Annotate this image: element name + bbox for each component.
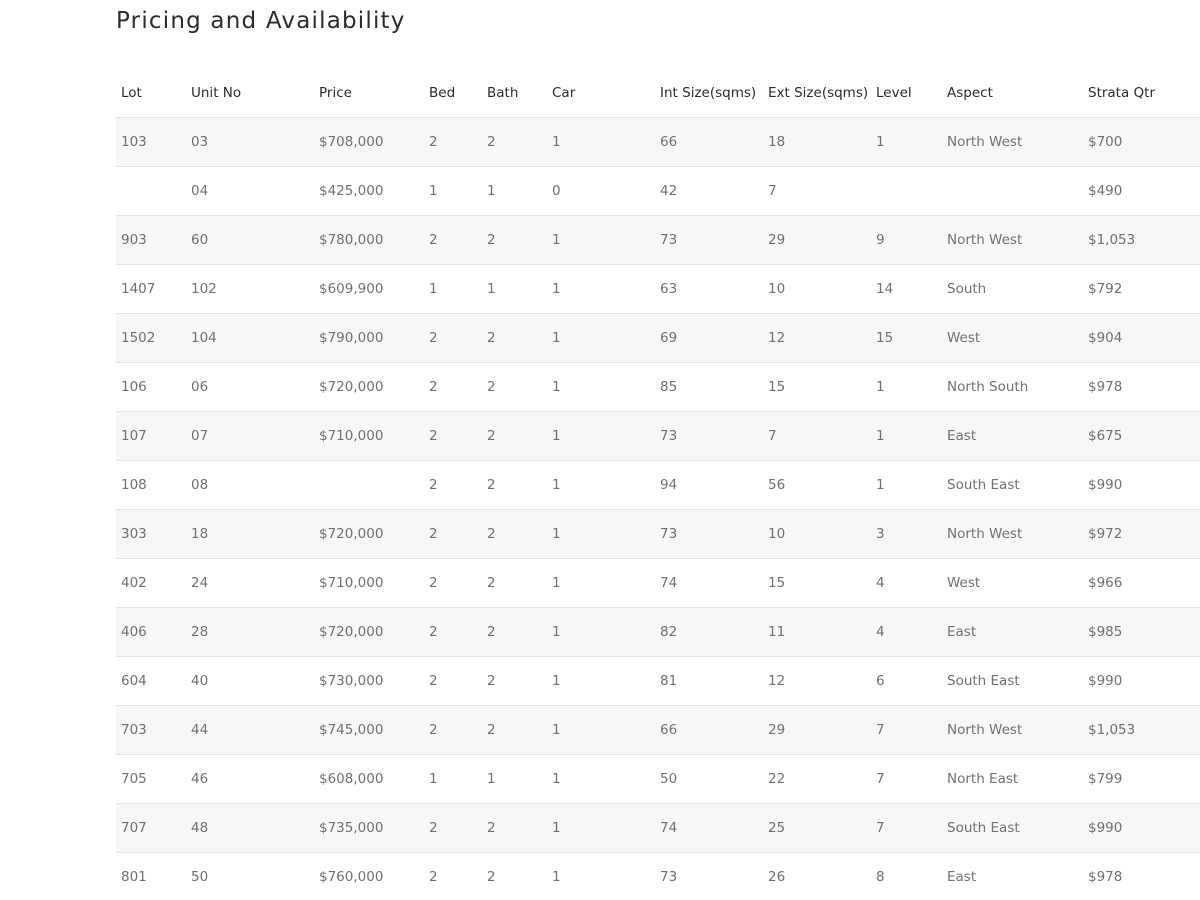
cell-int-size: 74	[655, 804, 763, 853]
cell-car: 1	[547, 412, 655, 461]
cell-strata-qtr: $985	[1083, 608, 1200, 657]
cell-lot: 402	[116, 559, 186, 608]
cell-bed: 2	[424, 461, 482, 510]
cell-ext-size: 11	[763, 608, 871, 657]
cell-bath: 2	[482, 608, 547, 657]
cell-strata-qtr: $990	[1083, 461, 1200, 510]
cell-unit-no: 08	[186, 461, 314, 510]
cell-bath: 2	[482, 412, 547, 461]
cell-aspect: West	[942, 559, 1083, 608]
cell-int-size: 94	[655, 461, 763, 510]
cell-ext-size: 10	[763, 265, 871, 314]
cell-bath: 2	[482, 363, 547, 412]
table-body	[116, 118, 1200, 900]
cell-bath: 2	[482, 853, 547, 900]
column-header-int-size: Int Size(sqms)	[655, 65, 763, 118]
cell-level: 7	[871, 804, 942, 853]
cell-level: 14	[871, 265, 942, 314]
cell-unit-no: 50	[186, 853, 314, 900]
cell-unit-no: 46	[186, 755, 314, 804]
cell-bed: 2	[424, 412, 482, 461]
cell-int-size: 81	[655, 657, 763, 706]
cell-bath: 2	[482, 510, 547, 559]
cell-ext-size: 22	[763, 755, 871, 804]
cell-unit-no: 28	[186, 608, 314, 657]
cell-level: 7	[871, 755, 942, 804]
cell-strata-qtr: $675	[1083, 412, 1200, 461]
cell-unit-no: 60	[186, 216, 314, 265]
cell-bed: 2	[424, 657, 482, 706]
cell-int-size: 73	[655, 412, 763, 461]
cell-bed: 2	[424, 706, 482, 755]
cell-strata-qtr: $990	[1083, 657, 1200, 706]
cell-bed: 2	[424, 216, 482, 265]
cell-car: 1	[547, 118, 655, 167]
cell-bath: 1	[482, 167, 547, 216]
table-row	[116, 314, 1200, 363]
table-row	[116, 657, 1200, 706]
cell-strata-qtr: $972	[1083, 510, 1200, 559]
cell-price: $790,000	[314, 314, 424, 363]
cell-int-size: 63	[655, 265, 763, 314]
table-row	[116, 559, 1200, 608]
cell-lot: 1407	[116, 265, 186, 314]
cell-level: 6	[871, 657, 942, 706]
cell-int-size: 74	[655, 559, 763, 608]
cell-car: 1	[547, 804, 655, 853]
column-header-price: Price	[314, 65, 424, 118]
column-header-unit-no: Unit No	[186, 65, 314, 118]
cell-lot: 107	[116, 412, 186, 461]
cell-car: 1	[547, 608, 655, 657]
column-header-car: Car	[547, 65, 655, 118]
cell-bed: 2	[424, 853, 482, 900]
cell-unit-no: 03	[186, 118, 314, 167]
cell-price: $780,000	[314, 216, 424, 265]
cell-lot: 108	[116, 461, 186, 510]
cell-strata-qtr: $978	[1083, 363, 1200, 412]
cell-ext-size: 29	[763, 216, 871, 265]
cell-price: $425,000	[314, 167, 424, 216]
cell-int-size: 42	[655, 167, 763, 216]
cell-ext-size: 29	[763, 706, 871, 755]
cell-level: 4	[871, 608, 942, 657]
cell-aspect: East	[942, 412, 1083, 461]
cell-aspect: North West	[942, 510, 1083, 559]
cell-aspect: South	[942, 265, 1083, 314]
table-row	[116, 216, 1200, 265]
pricing-table	[116, 65, 1200, 900]
cell-strata-qtr: $978	[1083, 853, 1200, 900]
cell-unit-no: 102	[186, 265, 314, 314]
cell-strata-qtr: $1,053	[1083, 706, 1200, 755]
table-row	[116, 265, 1200, 314]
cell-car: 0	[547, 167, 655, 216]
cell-ext-size: 15	[763, 559, 871, 608]
cell-lot	[116, 167, 186, 216]
cell-car: 1	[547, 755, 655, 804]
cell-unit-no: 24	[186, 559, 314, 608]
cell-unit-no: 40	[186, 657, 314, 706]
cell-unit-no: 48	[186, 804, 314, 853]
cell-lot: 705	[116, 755, 186, 804]
cell-level: 8	[871, 853, 942, 900]
cell-price: $735,000	[314, 804, 424, 853]
cell-car: 1	[547, 363, 655, 412]
cell-car: 1	[547, 853, 655, 900]
cell-lot: 604	[116, 657, 186, 706]
cell-int-size: 66	[655, 118, 763, 167]
cell-strata-qtr: $990	[1083, 804, 1200, 853]
cell-ext-size: 12	[763, 657, 871, 706]
cell-bed: 2	[424, 608, 482, 657]
cell-lot: 303	[116, 510, 186, 559]
table-row	[116, 118, 1200, 167]
cell-lot: 406	[116, 608, 186, 657]
cell-strata-qtr: $966	[1083, 559, 1200, 608]
cell-strata-qtr: $904	[1083, 314, 1200, 363]
cell-aspect: South East	[942, 657, 1083, 706]
cell-aspect: West	[942, 314, 1083, 363]
cell-price: $608,000	[314, 755, 424, 804]
cell-car: 1	[547, 314, 655, 363]
cell-bath: 2	[482, 657, 547, 706]
cell-bed: 2	[424, 314, 482, 363]
table-row	[116, 608, 1200, 657]
cell-price: $710,000	[314, 412, 424, 461]
cell-lot: 103	[116, 118, 186, 167]
column-header-strata-qtr: Strata Qtr	[1083, 65, 1200, 118]
cell-car: 1	[547, 461, 655, 510]
cell-lot: 707	[116, 804, 186, 853]
cell-int-size: 73	[655, 216, 763, 265]
cell-ext-size: 7	[763, 412, 871, 461]
cell-level: 1	[871, 118, 942, 167]
cell-aspect: North West	[942, 118, 1083, 167]
cell-ext-size: 12	[763, 314, 871, 363]
cell-bath: 2	[482, 559, 547, 608]
column-header-lot: Lot	[116, 65, 186, 118]
cell-price: $745,000	[314, 706, 424, 755]
cell-aspect: East	[942, 853, 1083, 900]
table-row	[116, 804, 1200, 853]
cell-price: $720,000	[314, 608, 424, 657]
cell-bed: 1	[424, 167, 482, 216]
cell-aspect: North South	[942, 363, 1083, 412]
cell-bath: 2	[482, 118, 547, 167]
column-header-bed: Bed	[424, 65, 482, 118]
cell-int-size: 50	[655, 755, 763, 804]
cell-level: 15	[871, 314, 942, 363]
cell-bath: 1	[482, 755, 547, 804]
cell-lot: 703	[116, 706, 186, 755]
cell-bath: 1	[482, 265, 547, 314]
cell-level: 4	[871, 559, 942, 608]
cell-aspect: East	[942, 608, 1083, 657]
cell-aspect: North East	[942, 755, 1083, 804]
cell-unit-no: 18	[186, 510, 314, 559]
cell-price: $609,900	[314, 265, 424, 314]
table-header	[116, 65, 1200, 118]
cell-price: $760,000	[314, 853, 424, 900]
table-row	[116, 461, 1200, 510]
column-header-ext-size: Ext Size(sqms)	[763, 65, 871, 118]
cell-strata-qtr: $799	[1083, 755, 1200, 804]
cell-level: 7	[871, 706, 942, 755]
cell-car: 1	[547, 706, 655, 755]
column-header-aspect: Aspect	[942, 65, 1083, 118]
cell-price: $708,000	[314, 118, 424, 167]
cell-price: $720,000	[314, 363, 424, 412]
cell-price: $720,000	[314, 510, 424, 559]
cell-unit-no: 07	[186, 412, 314, 461]
cell-ext-size: 18	[763, 118, 871, 167]
cell-int-size: 85	[655, 363, 763, 412]
cell-car: 1	[547, 559, 655, 608]
cell-ext-size: 56	[763, 461, 871, 510]
cell-level: 3	[871, 510, 942, 559]
cell-aspect: South East	[942, 804, 1083, 853]
table-row	[116, 363, 1200, 412]
cell-ext-size: 25	[763, 804, 871, 853]
cell-unit-no: 104	[186, 314, 314, 363]
cell-price: $730,000	[314, 657, 424, 706]
cell-bath: 2	[482, 461, 547, 510]
table-row	[116, 167, 1200, 216]
cell-car: 1	[547, 265, 655, 314]
cell-ext-size: 7	[763, 167, 871, 216]
cell-int-size: 69	[655, 314, 763, 363]
cell-bed: 2	[424, 510, 482, 559]
cell-bed: 1	[424, 265, 482, 314]
cell-aspect: North West	[942, 216, 1083, 265]
cell-bath: 2	[482, 706, 547, 755]
cell-int-size: 82	[655, 608, 763, 657]
cell-int-size: 73	[655, 853, 763, 900]
cell-strata-qtr: $700	[1083, 118, 1200, 167]
table-row	[116, 510, 1200, 559]
cell-level	[871, 167, 942, 216]
cell-int-size: 73	[655, 510, 763, 559]
cell-level: 9	[871, 216, 942, 265]
cell-ext-size: 26	[763, 853, 871, 900]
cell-aspect: South East	[942, 461, 1083, 510]
column-header-level: Level	[871, 65, 942, 118]
cell-lot: 903	[116, 216, 186, 265]
cell-strata-qtr: $490	[1083, 167, 1200, 216]
cell-ext-size: 15	[763, 363, 871, 412]
cell-unit-no: 04	[186, 167, 314, 216]
cell-level: 1	[871, 461, 942, 510]
page-title: Pricing and Availability	[116, 8, 406, 34]
cell-ext-size: 10	[763, 510, 871, 559]
table-row	[116, 706, 1200, 755]
cell-unit-no: 44	[186, 706, 314, 755]
table-row	[116, 755, 1200, 804]
table-row	[116, 412, 1200, 461]
cell-strata-qtr: $792	[1083, 265, 1200, 314]
cell-bed: 1	[424, 755, 482, 804]
cell-level: 1	[871, 412, 942, 461]
cell-level: 1	[871, 363, 942, 412]
cell-lot: 106	[116, 363, 186, 412]
cell-car: 1	[547, 657, 655, 706]
cell-car: 1	[547, 216, 655, 265]
header-row	[116, 65, 1200, 118]
cell-int-size: 66	[655, 706, 763, 755]
cell-strata-qtr: $1,053	[1083, 216, 1200, 265]
cell-bath: 2	[482, 216, 547, 265]
cell-bed: 2	[424, 363, 482, 412]
cell-price	[314, 461, 424, 510]
table-row	[116, 853, 1200, 900]
cell-bed: 2	[424, 559, 482, 608]
cell-aspect	[942, 167, 1083, 216]
cell-lot: 1502	[116, 314, 186, 363]
cell-bed: 2	[424, 118, 482, 167]
cell-bath: 2	[482, 804, 547, 853]
cell-lot: 801	[116, 853, 186, 900]
column-header-bath: Bath	[482, 65, 547, 118]
cell-aspect: North West	[942, 706, 1083, 755]
cell-bath: 2	[482, 314, 547, 363]
cell-bed: 2	[424, 804, 482, 853]
cell-unit-no: 06	[186, 363, 314, 412]
cell-price: $710,000	[314, 559, 424, 608]
cell-car: 1	[547, 510, 655, 559]
